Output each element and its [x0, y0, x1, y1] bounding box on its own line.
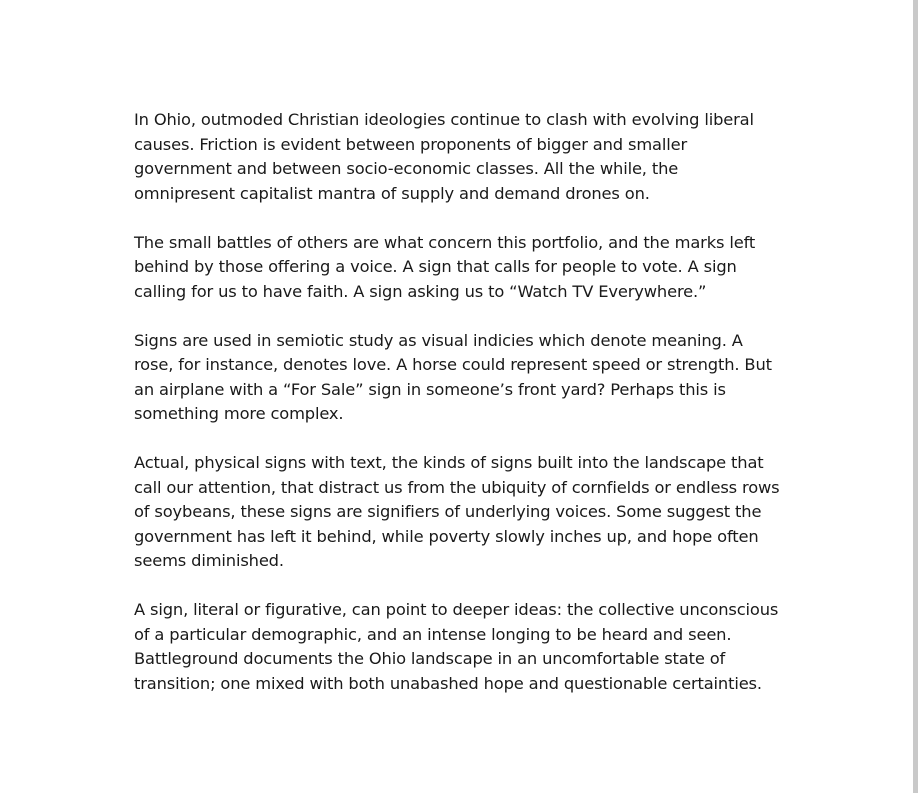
paragraph-5: A sign, literal or figurative, can point to deeper ideas: the collective unconscious of a particular demographic, and an intense longing to be heard and seen. Battleground documents the Ohio landscape in an uncomfortable state of transition; one mixed with both unabashed hope and questionable certainties.: [134, 600, 779, 693]
document-body: [134, 108, 794, 721]
page-edge-scrollbar[interactable]: [913, 0, 918, 793]
paragraph-2: The small battles of others are what concern this portfolio, and the marks left behind by those offering a voice. A sign that calls for people to vote. A sign calling for us to have faith. A sign asking us to “Watch TV Everywhere.”: [134, 232, 756, 301]
paragraph-1: In Ohio, outmoded Christian ideologies continue to clash with evolving liberal causes. Friction is evident between proponents of bigger and smaller government and between socio-economic classes. All the while, the omnipresent capitalist mantra of supply and demand drones on.: [134, 110, 754, 203]
paragraph-4: Actual, physical signs with text, the kinds of signs built into the landscape that call our attention, that distract us from the ubiquity of cornfields or endless rows of soybeans, these signs are signifiers of underlying voices. Some suggest the government has left it behind, while poverty slowly inches up, and hope often seems diminished.: [134, 453, 780, 570]
paragraph-3: Signs are used in semiotic study as visual indicies which denote meaning. A rose, for instance, denotes love. A horse could represent speed or strength. But an airplane with a “For Sale” sign in someone’s front yard? Perhaps this is something more complex.: [134, 330, 772, 423]
